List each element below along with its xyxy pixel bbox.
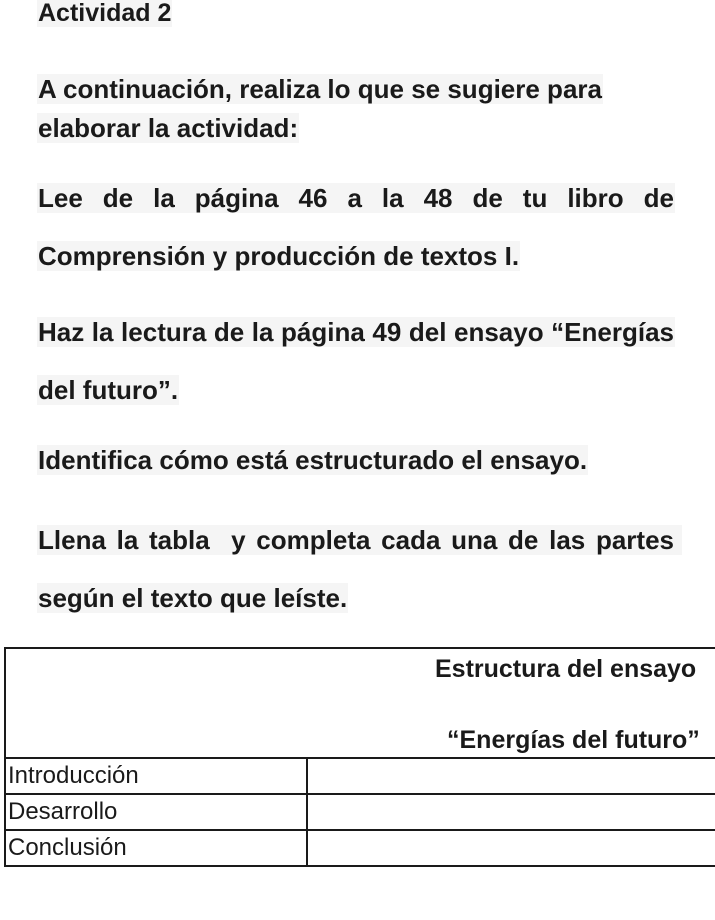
row-input-conclusion[interactable]: [307, 830, 715, 866]
table-header-cell: [5, 648, 715, 758]
instruction-step-1: [37, 169, 675, 285]
table-row: [5, 794, 715, 830]
activity-title: [37, 0, 675, 28]
row-input-desarrollo[interactable]: [307, 794, 715, 830]
instruction-step-3-text: Identifica cómo está estructurado el ensayo.: [38, 445, 588, 475]
row-input-introduccion[interactable]: [307, 758, 715, 794]
table-row: [5, 758, 715, 794]
table-title: Estructura del ensayo: [435, 655, 697, 683]
instruction-step-4: [37, 511, 682, 627]
instruction-step-2: [37, 303, 675, 419]
row-label-introduccion: Introducción: [5, 758, 307, 794]
table-subtitle: “Energías del futuro”: [447, 726, 700, 754]
row-label-conclusion: Conclusión: [5, 830, 307, 866]
activity-title-text: Actividad 2: [38, 0, 172, 27]
activity-intro-text: A continuación, realiza lo que se sugiere para elaborar la actividad:: [38, 74, 602, 143]
table-row: [5, 830, 715, 866]
table-header-row: [5, 648, 715, 758]
instruction-step-1-text: Lee de la página 46 a la 48 de tu libro de Comprensión y producción de textos I.: [38, 183, 674, 271]
row-label-desarrollo: Desarrollo: [5, 794, 307, 830]
activity-intro: [37, 70, 675, 148]
instruction-step-2-text: Haz la lectura de la página 49 del ensayo “Energías del futuro”.: [38, 317, 674, 405]
essay-structure-table: [4, 647, 715, 867]
instruction-step-3: [37, 440, 675, 480]
instruction-step-4-text: Llena la tabla y completa cada una de las partes según el texto que leíste.: [38, 525, 682, 613]
